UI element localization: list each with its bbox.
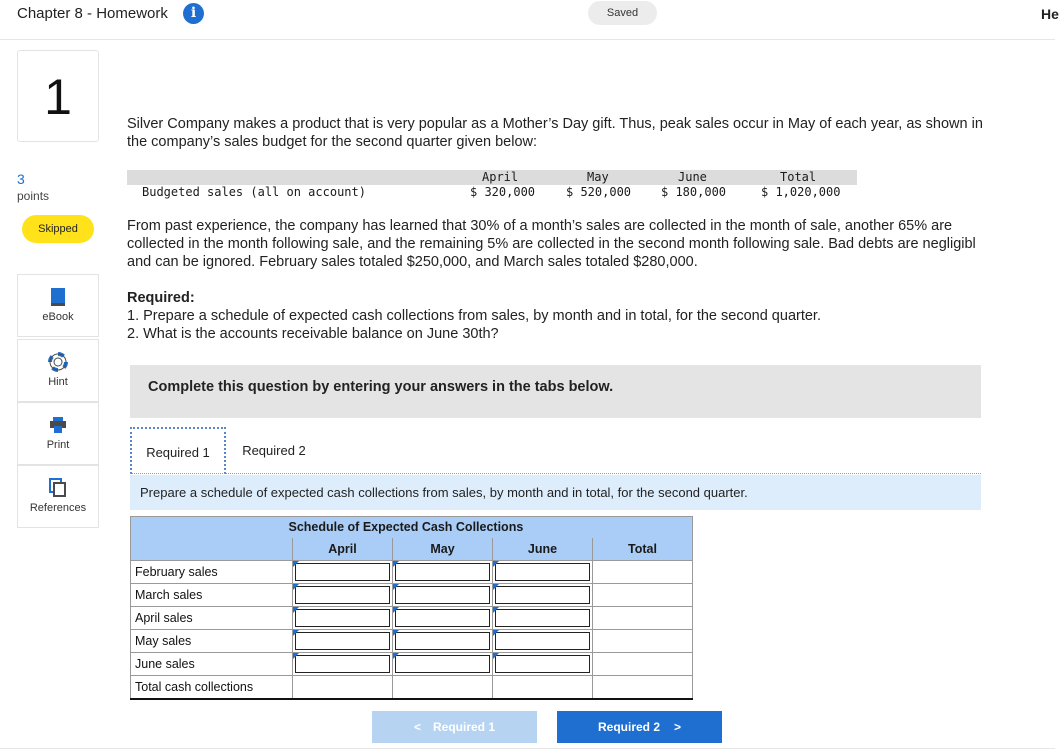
col-header-june: June — [493, 538, 593, 561]
next-tab-button[interactable] — [557, 711, 722, 743]
cell-march-april — [293, 584, 393, 607]
cash-collections-table — [130, 516, 693, 700]
references-label: References — [29, 502, 87, 514]
points-label: points — [17, 189, 50, 203]
table-row — [131, 630, 693, 653]
marker-icon — [393, 584, 399, 590]
marker-icon — [493, 630, 499, 636]
prev-tab-label: Required 1 — [433, 720, 496, 734]
table-title — [288, 517, 693, 538]
input-may-june[interactable] — [495, 632, 590, 650]
marker-icon — [493, 561, 499, 567]
instructions-panel — [130, 365, 981, 418]
input-april-april[interactable] — [295, 609, 390, 627]
cell-june-total — [593, 653, 693, 676]
input-march-may[interactable] — [395, 586, 490, 604]
table-header-blank — [131, 538, 293, 561]
cell-april-april — [293, 607, 393, 630]
status-badge: Skipped — [22, 215, 94, 243]
cell-total-june — [493, 676, 593, 699]
input-april-may[interactable] — [395, 609, 490, 627]
input-february-may[interactable] — [395, 563, 490, 581]
info-icon[interactable]: i — [183, 3, 204, 24]
budget-value-total: $ 1,020,000 — [761, 185, 841, 199]
row-label: April sales — [131, 607, 293, 630]
marker-icon — [393, 561, 399, 567]
prev-tab-button[interactable] — [372, 711, 537, 743]
chevron-right-icon: > — [674, 720, 682, 734]
ebook-button[interactable] — [17, 274, 99, 337]
row-label: March sales — [131, 584, 293, 607]
help-link[interactable]: He — [1041, 6, 1059, 22]
cell-february-may — [393, 561, 493, 584]
cell-may-june — [493, 630, 593, 653]
cell-march-total — [593, 584, 693, 607]
input-june-june[interactable] — [495, 655, 590, 673]
table-row-total — [131, 676, 693, 699]
cell-total-may — [393, 676, 493, 699]
input-april-june[interactable] — [495, 609, 590, 627]
row-label: June sales — [131, 653, 293, 676]
next-tab-label: Required 2 — [597, 720, 660, 734]
intro-line-2: the company’s sales budget for the second quarter given below: — [127, 134, 538, 150]
tab-divider — [130, 473, 981, 474]
ebook-label: eBook — [42, 311, 74, 323]
row-label: May sales — [131, 630, 293, 653]
cell-february-total — [593, 561, 693, 584]
table-row — [131, 653, 693, 676]
print-label: Print — [46, 439, 70, 451]
input-may-may[interactable] — [395, 632, 490, 650]
budget-value-may: $ 520,000 — [566, 185, 632, 199]
copy-icon — [18, 477, 98, 499]
table-corner — [131, 517, 293, 538]
chevron-left-icon: < — [413, 720, 421, 734]
table-row — [131, 607, 693, 630]
required-heading: Required: — [127, 290, 195, 306]
required-item-2: 2. What is the accounts receivable balance on June 30th? — [127, 326, 499, 342]
input-february-april[interactable] — [295, 563, 390, 581]
marker-icon — [493, 607, 499, 613]
tab-required-1[interactable]: Required 1 — [130, 427, 226, 474]
marker-icon — [293, 630, 299, 636]
experience-line-1: From past experience, the company has learned that 30% of a month’s sales are collected in the month of sale, another 65% are — [127, 218, 953, 234]
experience-line-3: and can be ignored. February sales totaled $250,000, and March sales totaled $280,000. — [127, 254, 698, 270]
cell-june-may — [393, 653, 493, 676]
marker-icon — [393, 653, 399, 659]
required-item-1: 1. Prepare a schedule of expected cash collections from sales, by month and in total, for the second quarter. — [127, 308, 821, 324]
cell-march-june — [493, 584, 593, 607]
cell-june-june — [493, 653, 593, 676]
col-header-may: May — [393, 538, 493, 561]
marker-icon — [493, 584, 499, 590]
marker-icon — [293, 653, 299, 659]
print-button[interactable] — [17, 402, 99, 465]
input-june-may[interactable] — [395, 655, 490, 673]
instructions-text: Complete this question by entering your answers in the tabs below. — [148, 379, 614, 395]
row-label: February sales — [131, 561, 293, 584]
table-row — [131, 561, 693, 584]
marker-icon — [393, 607, 399, 613]
hint-label: Hint — [48, 376, 68, 388]
budget-col-june: June — [678, 170, 707, 184]
question-number: 1 — [17, 50, 99, 142]
top-bar — [0, 0, 1059, 40]
cell-may-april — [293, 630, 393, 653]
marker-icon — [393, 630, 399, 636]
budget-col-total: Total — [780, 170, 817, 184]
input-march-june[interactable] — [495, 586, 590, 604]
input-may-april[interactable] — [295, 632, 390, 650]
references-button[interactable] — [17, 465, 99, 528]
cell-may-total — [593, 630, 693, 653]
input-march-april[interactable] — [295, 586, 390, 604]
experience-line-2: collected in the month following sale, and the remaining 5% are collected in the second month following sale. Bad debts are negligibl — [127, 236, 976, 252]
book-icon — [18, 286, 98, 308]
saved-status: Saved — [588, 1, 657, 25]
marker-icon — [293, 607, 299, 613]
row-label: Total cash collections — [131, 676, 293, 699]
cell-total-total — [593, 676, 693, 699]
cell-april-june — [493, 607, 593, 630]
budget-col-may: May — [587, 170, 609, 184]
marker-icon — [493, 653, 499, 659]
tab-instructions: Prepare a schedule of expected cash collections from sales, by month and in total, for the second quarter. — [130, 475, 981, 510]
tab-required-2[interactable]: Required 2 — [242, 443, 306, 458]
budget-col-april: April — [482, 170, 519, 184]
budget-value-june: $ 180,000 — [661, 185, 727, 199]
cell-april-may — [393, 607, 493, 630]
cell-total-april — [293, 676, 393, 699]
intro-line-1: Silver Company makes a product that is very popular as a Mother’s Day gift. Thus, peak sales occur in May of each year, as shown in — [127, 116, 983, 132]
marker-icon — [293, 561, 299, 567]
cell-april-total — [593, 607, 693, 630]
cell-february-april — [293, 561, 393, 584]
points-value: 3 — [17, 171, 25, 187]
bottom-divider — [0, 748, 1055, 749]
budget-value-april: $ 320,000 — [470, 185, 536, 199]
cell-june-april — [293, 653, 393, 676]
marker-icon — [293, 584, 299, 590]
hint-button[interactable] — [17, 339, 99, 402]
table-title-text: Schedule of Expected Cash Collections — [288, 520, 524, 535]
input-june-april[interactable] — [295, 655, 390, 673]
budget-row-label: Budgeted sales (all on account) — [142, 185, 366, 199]
cell-may-may — [393, 630, 493, 653]
cell-february-june — [493, 561, 593, 584]
col-header-total: Total — [593, 538, 693, 561]
table-row — [131, 584, 693, 607]
input-february-june[interactable] — [495, 563, 590, 581]
cell-march-may — [393, 584, 493, 607]
lifebuoy-icon — [18, 351, 98, 373]
assignment-title: Chapter 8 - Homework — [17, 5, 168, 22]
col-header-april: April — [293, 538, 393, 561]
printer-icon — [18, 414, 98, 436]
